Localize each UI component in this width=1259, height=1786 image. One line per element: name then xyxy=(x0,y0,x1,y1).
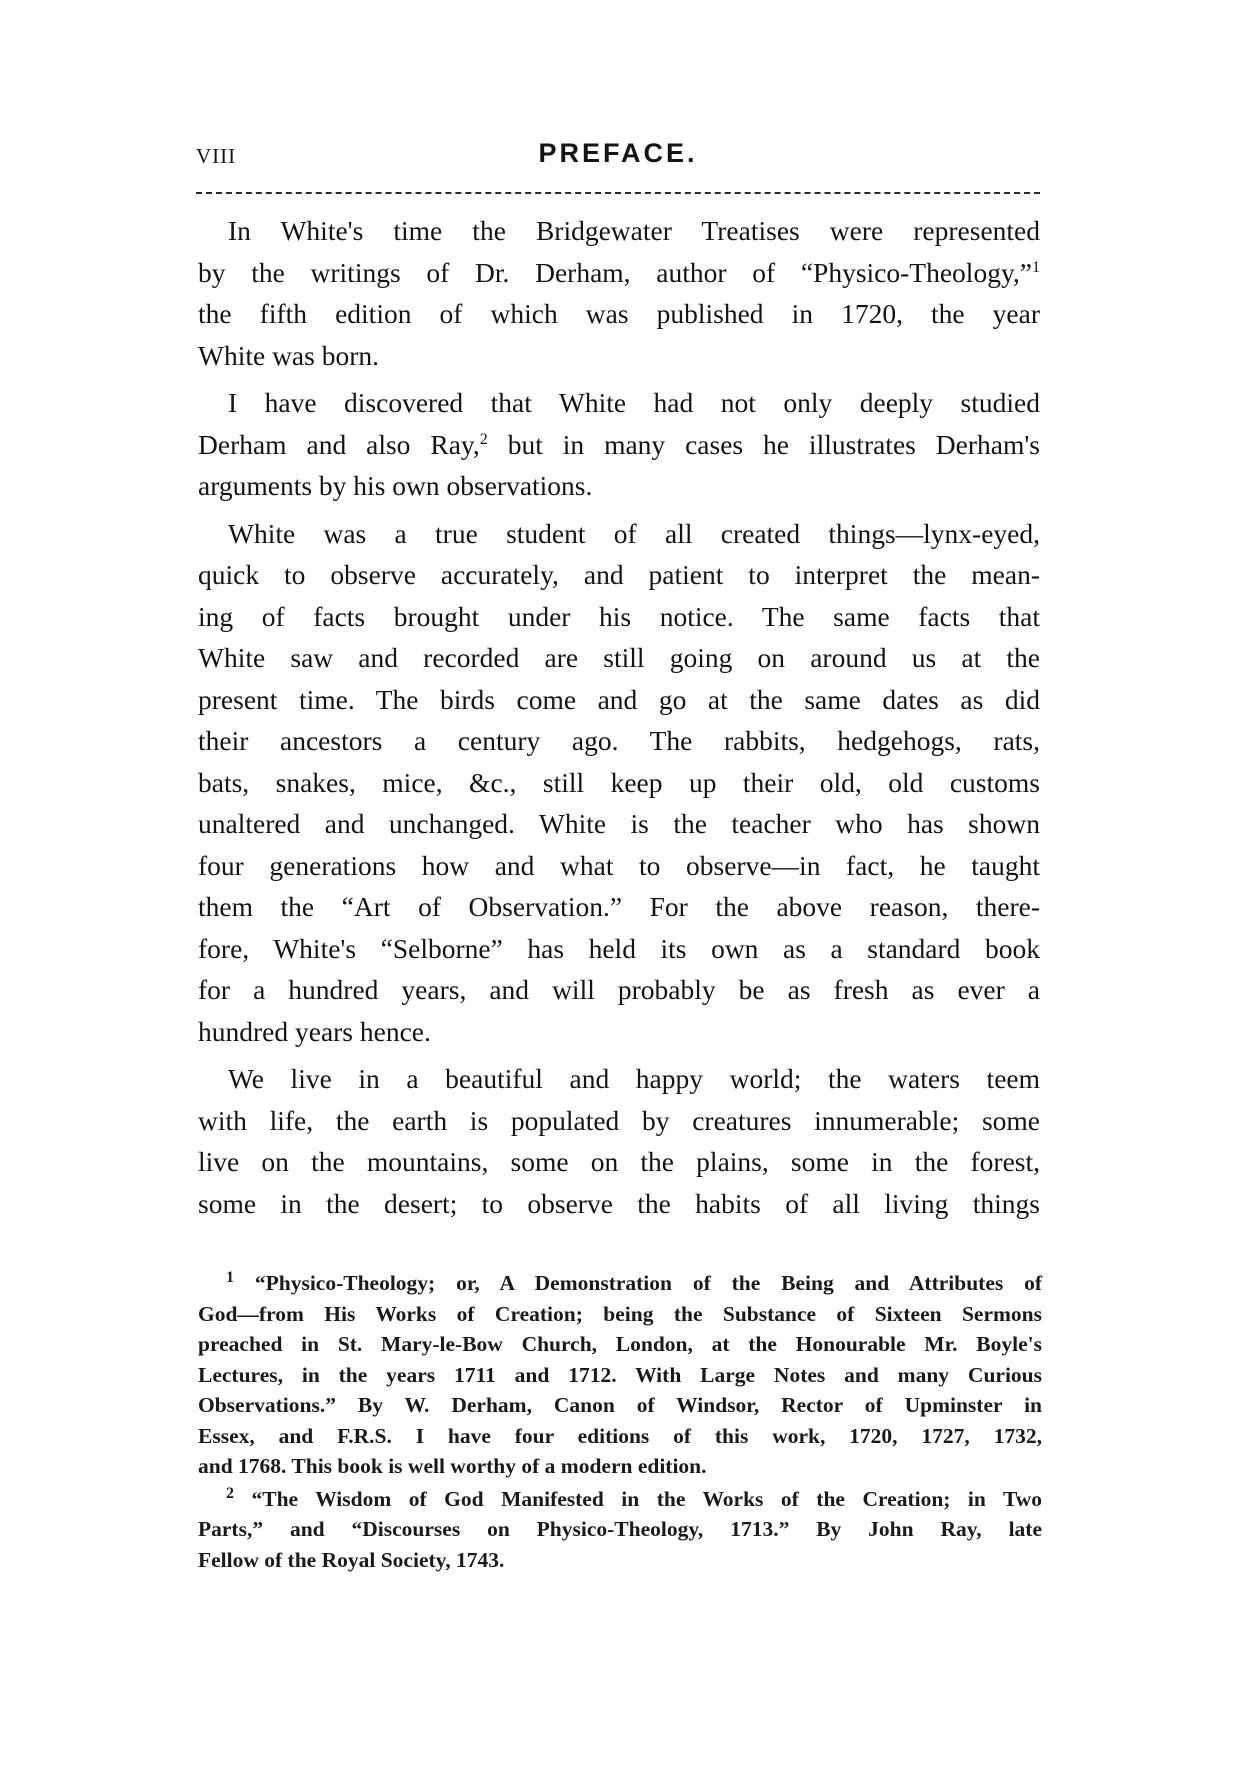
footnote-line: Essex, and F.R.S. I have four editions of this work, 1720, 1727, 1732, xyxy=(198,1423,1042,1448)
text-line: In White's time the Bridgewater Treatises were represented xyxy=(228,215,1040,246)
text-line: ing of facts brought under his notice. The same facts that xyxy=(198,600,1040,632)
text-line: White saw and recorded are still going on around us at the xyxy=(198,642,1040,673)
text-line xyxy=(198,424,1040,466)
footnote-line: God—from His Works of Creation; being the Substance of Sixteen Sermons xyxy=(198,1301,1042,1326)
footnote-1 xyxy=(198,1268,1042,1482)
running-title: PREFACE. xyxy=(538,138,698,168)
footnote-ref-2: 2 xyxy=(479,430,488,448)
text-line: fore, White's “Selborne” has held its own as a standard book xyxy=(198,932,1040,964)
paragraph-2 xyxy=(198,382,1040,507)
footnote-2 xyxy=(198,1484,1042,1576)
paragraph-3 xyxy=(198,513,1040,1053)
footnote-line: Observations.” By W. Derham, Canon of Windsor, Rector of Upminster in xyxy=(198,1393,1042,1417)
footnote-line-text: “Physico-Theology; or, A Demonstration of the Being and Attributes of xyxy=(254,1271,1042,1295)
text-line: four generations how and what to observe—in fact, he taught xyxy=(198,849,1040,881)
footnote-line-text: “The Wisdom of God Manifested in the Works of the Creation; in Two xyxy=(251,1486,1042,1511)
text-line: hundred years hence. xyxy=(198,1015,431,1047)
footnote-line: and 1768. This book is well worthy of a modern edition. xyxy=(198,1454,707,1478)
footnote-line: Lectures, in the years 1711 and 1712. With Large Notes and many Curious xyxy=(198,1362,1042,1387)
text-line-text: but in many cases he illustrates Derham's xyxy=(507,428,1041,460)
page-header xyxy=(196,138,1040,178)
page-number: VIII xyxy=(196,144,237,168)
footnotes xyxy=(198,1268,1042,1577)
text-line: White was a true student of all created things—lynx-eyed, xyxy=(228,517,1040,549)
footnote-line xyxy=(198,1268,1042,1299)
text-line: them the “Art of Observation.” For the above reason, there- xyxy=(198,891,1040,922)
text-line: present time. The birds come and go at the same dates as did xyxy=(198,683,1040,715)
paragraph-4 xyxy=(198,1058,1040,1224)
body-text xyxy=(198,210,1041,1230)
footnote-line: Parts,” and “Discourses on Physico-Theology, 1713.” By John Ray, late xyxy=(198,1517,1042,1541)
text-line: White was born. xyxy=(198,339,379,371)
text-line-text: by the writings of Dr. Derham, author of “Physico-Theology,” xyxy=(198,256,1032,288)
text-line: live on the mountains, some on the plains, some in the forest, xyxy=(198,1146,1040,1177)
paragraph-1 xyxy=(198,210,1040,376)
text-line: unaltered and unchanged. White is the teacher who has shown xyxy=(198,808,1040,839)
footnote-mark-1: 1 xyxy=(226,1268,234,1286)
footnote-ref-1: 1 xyxy=(1032,258,1040,276)
text-line: with life, the earth is populated by creatures innumerable; some xyxy=(198,1104,1040,1136)
text-line: their ancestors a century ago. The rabbits, hedgehogs, rats, xyxy=(198,725,1040,756)
footnote-line xyxy=(198,1484,1042,1515)
text-line: quick to observe accurately, and patient to interpret the mean- xyxy=(198,559,1040,590)
text-line-text: Derham and also Ray, xyxy=(198,428,480,460)
text-line: the fifth edition of which was published in 1720, the year xyxy=(198,298,1040,329)
text-line: arguments by his own observations. xyxy=(198,470,593,501)
text-line: I have discovered that White had not only deeply studied xyxy=(228,387,1040,418)
footnote-mark-2: 2 xyxy=(226,1484,234,1502)
text-line xyxy=(198,252,1040,294)
footnote-line: Fellow of the Royal Society, 1743. xyxy=(198,1547,505,1572)
header-rule xyxy=(196,192,1040,194)
text-line: We live in a beautiful and happy world; the waters teem xyxy=(228,1063,1040,1094)
text-line: bats, snakes, mice, &c., still keep up their old, old customs xyxy=(198,766,1040,798)
text-line: some in the desert; to observe the habits of all living things xyxy=(198,1187,1040,1219)
footnote-line: preached in St. Mary-le-Bow Church, London, at the Honourable Mr. Boyle's xyxy=(198,1332,1042,1356)
text-line: for a hundred years, and will probably be as fresh as ever a xyxy=(198,974,1040,1005)
